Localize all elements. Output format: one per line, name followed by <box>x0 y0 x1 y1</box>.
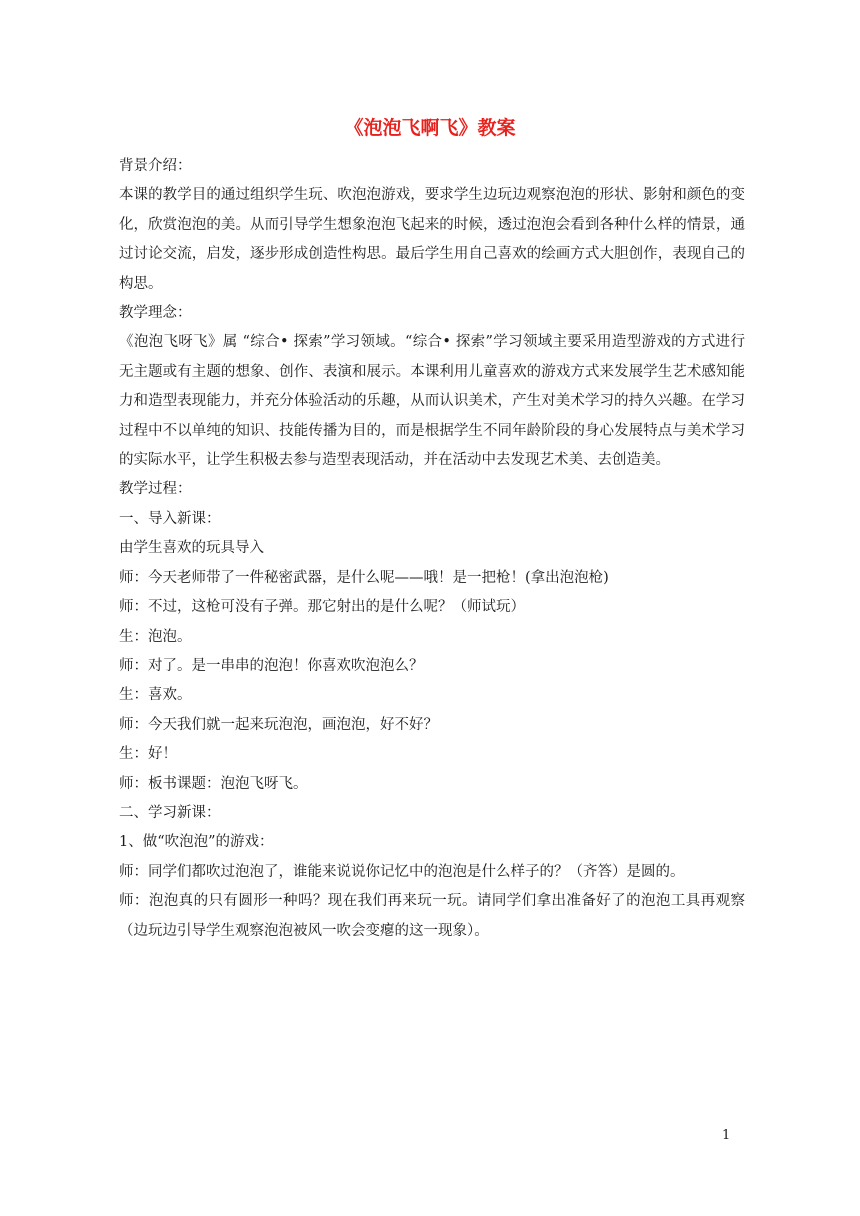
section-heading-background: 背景介绍： <box>119 158 192 174</box>
subheading-game: 1、做“吹泡泡”的游戏： <box>119 834 274 851</box>
section-heading-process: 教学过程： <box>119 481 192 498</box>
dialogue-line: 师：同学们都吹过泡泡了，谁能来说说你记忆中的泡泡是什么样子的？（齐答）是圆的。 <box>119 863 685 880</box>
subheading-new-lesson: 二、学习新课： <box>119 804 221 821</box>
document-title: 《泡泡飞啊飞》教案 <box>344 117 516 139</box>
dialogue-line: 师：对了。是一串串的泡泡！你喜欢吹泡泡么？ <box>119 657 424 674</box>
dialogue-line: 师：不过，这枪可没有子弹。那它射出的是什么呢？（师试玩） <box>119 599 525 616</box>
document-body <box>119 152 745 946</box>
section-heading-philosophy: 教学理念： <box>119 305 192 322</box>
dialogue-line: 师：板书课题：泡泡飞呀飞。 <box>119 775 308 792</box>
subheading-intro: 一、导入新课： <box>119 510 221 527</box>
dialogue-line: 师：今天老师带了一件秘密武器，是什么呢——哦！是一把枪！(拿出泡泡枪) <box>119 569 609 586</box>
dialogue-line: 生：泡泡。 <box>119 628 192 645</box>
page-number: 1 <box>722 1128 731 1143</box>
paragraph-background: 本课的教学目的通过组织学生玩、吹泡泡游戏，要求学生边玩边观察泡泡的形状、影射和颜色的变化，欣赏泡泡的美。从而引导学生想象泡泡飞起来的时候，透过泡泡会看到各种什么样的情景，通过讨论交流，启发，逐步形成创造性构思。最后学生用自己喜欢的绘画方式大胆创作，表现自己的构思。 <box>119 187 745 292</box>
paragraph-philosophy: 《泡泡飞呀飞》属 “综合• 探索”学习领域。“综合• 探索”学习领域主要采用造型游戏的方式进行无主题或有主题的想象、创作、表演和展示。本课利用儿童喜欢的游戏方式来发展学生艺术感知能力和造型表现能力，并充分体验活动的乐趣，从而认识美术，产生对美术学习的持久兴趣。在学习过程中不以单纯的知识、技能传播为目的，而是根据学生不同年龄阶段的身心发展特点与美术学习的实际水平，让学生积极去参与造型表现活动，并在活动中去发现艺术美、去创造美。 <box>119 334 745 469</box>
dialogue-line: 师：今天我们就一起来玩泡泡，画泡泡，好不好？ <box>119 716 438 733</box>
dialogue-line: 生：喜欢。 <box>119 687 192 704</box>
text-line: 由学生喜欢的玩具导入 <box>119 540 264 557</box>
dialogue-line: 师：泡泡真的只有圆形一种吗？现在我们再来玩一玩。请同学们拿出准备好了的泡泡工具再观察（边玩边引导学生观察泡泡被风一吹会变瘪的这一现象）。 <box>119 893 745 939</box>
dialogue-line: 生：好！ <box>119 746 177 763</box>
